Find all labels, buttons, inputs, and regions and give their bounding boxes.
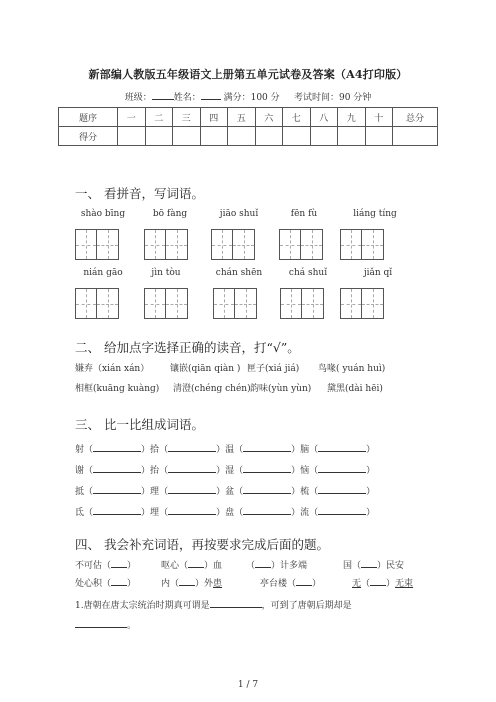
score-cell[interactable]	[228, 127, 256, 146]
dotted-char: 澄	[182, 384, 192, 394]
reading-item: 清澄(chéng chén)	[173, 384, 251, 394]
score-cell[interactable]	[255, 127, 283, 146]
pinyin-label: shào bīng	[80, 209, 126, 219]
tianzige-box[interactable]	[211, 229, 255, 260]
score-header-cell: 九	[338, 108, 366, 127]
section2-title: 二、 给加点字选择正确的读音，打“√”。	[75, 340, 300, 355]
pinyin-label: jìn tòu	[151, 268, 181, 278]
score-header-cell: 四	[200, 108, 228, 127]
answer-blank[interactable]	[93, 505, 141, 515]
score-table	[58, 107, 438, 146]
answer-blank[interactable]	[210, 598, 262, 608]
answer-blank[interactable]	[188, 558, 204, 568]
pinyin-label: chán shēn	[215, 268, 263, 278]
dotted-char: 嫌	[75, 364, 85, 374]
question-1-cont: 。	[75, 618, 136, 631]
score-cell[interactable]	[393, 127, 438, 146]
word-row: 抵（ ）理（ ）盆（ ）梳（ ）	[75, 484, 375, 497]
answer-blank[interactable]	[93, 484, 141, 494]
score-cell[interactable]	[365, 127, 393, 146]
pinyin-label: liáng tíng	[353, 209, 397, 219]
pinyin-label: bō fàng	[152, 209, 188, 219]
answer-blank[interactable]	[93, 442, 141, 452]
dotted-char: 匣	[247, 364, 257, 374]
idiom-item: 国（ ）民安	[343, 558, 404, 571]
answer-blank[interactable]	[179, 576, 195, 586]
tianzige-box[interactable]	[340, 288, 384, 319]
idiom-item: 处心积（ ）	[75, 576, 136, 589]
dotted-char: 喙	[327, 364, 337, 374]
reading-item: 黛黑(dài hēi)	[327, 384, 383, 394]
answer-blank[interactable]	[168, 442, 216, 452]
word-row: 射（ ）拾（ ）温（ ）脑（ ）	[75, 442, 375, 455]
answer-blank[interactable]	[168, 505, 216, 515]
question-1: 1.唐朝在唐太宗统治时期真可谓是 ，可到了唐朝后期却是	[75, 598, 352, 611]
answer-blank[interactable]	[168, 484, 216, 494]
tianzige-box[interactable]	[144, 288, 188, 319]
score-cell[interactable]	[338, 127, 366, 146]
score-cell[interactable]	[283, 127, 311, 146]
score-cell[interactable]	[200, 127, 228, 146]
idiom-item: 呕心（ ）血	[161, 558, 222, 571]
answer-blank[interactable]	[168, 463, 216, 473]
idiom-item: 内（ ）外患	[161, 576, 222, 589]
answer-blank[interactable]	[111, 558, 127, 568]
answer-blank[interactable]	[296, 576, 312, 586]
reading-item: 相框(kuāng kuàng)	[75, 384, 160, 394]
idiom-item: 亭台楼（ ）	[260, 576, 321, 589]
tianzige-box[interactable]	[144, 229, 188, 260]
answer-blank[interactable]	[361, 558, 377, 568]
class-blank	[152, 91, 174, 100]
answer-blank[interactable]	[318, 484, 366, 494]
reading-item: 韵味(yùn yùn)	[250, 384, 312, 394]
section4-title: 四、 我会补充词语，再按要求完成后面的题。	[75, 537, 329, 552]
answer-blank[interactable]	[318, 442, 366, 452]
score-cell[interactable]	[145, 127, 173, 146]
answer-blank[interactable]	[243, 505, 291, 515]
score-cell[interactable]	[173, 127, 201, 146]
page-number: 1 / 7	[237, 680, 259, 690]
idiom-item: 不可估（ ）	[75, 558, 136, 571]
score-header-cell: 六	[255, 108, 283, 127]
answer-blank[interactable]	[243, 484, 291, 494]
score-header-cell: 二	[145, 108, 173, 127]
underlined-word: 无束	[395, 579, 414, 589]
reading-item: 镶嵌(qiān qiàn )	[170, 364, 241, 374]
exam-time: 考试时间：90 分钟	[293, 93, 372, 103]
section1-title: 一、 看拼音，写词语。	[75, 186, 204, 201]
pinyin-label: jiāo shuǐ	[219, 209, 259, 219]
full-score: 满分：100 分	[223, 93, 280, 103]
underlined-char: 无	[352, 579, 362, 589]
score-header-cell: 题序	[59, 108, 118, 127]
score-header-cell: 一	[118, 108, 146, 127]
reading-item: 鸟喙( yuán huì)	[318, 364, 386, 374]
score-row-label: 得分	[59, 127, 118, 146]
tianzige-box[interactable]	[213, 288, 257, 319]
underlined-char: 患	[213, 579, 223, 589]
answer-blank[interactable]	[243, 442, 291, 452]
dotted-char: 框	[84, 384, 94, 394]
dotted-char: 黛	[327, 384, 337, 394]
pinyin-label: chá shuǐ	[288, 268, 328, 278]
score-cell[interactable]	[310, 127, 338, 146]
score-header-cell: 五	[228, 108, 256, 127]
idiom-item: （ ）计多端	[246, 558, 307, 571]
tianzige-box[interactable]	[75, 229, 119, 260]
score-header-cell: 八	[310, 108, 338, 127]
pinyin-label: jiǎn qǐ	[363, 268, 393, 278]
name-label: 姓名：	[173, 93, 201, 103]
idiom-item: 无（ ）无束	[352, 576, 413, 589]
word-row: 谢（ ）抬（ ）湿（ ）恼（ ）	[75, 463, 375, 476]
answer-blank[interactable]	[255, 558, 271, 568]
tianzige-box[interactable]	[340, 229, 384, 260]
info-line	[0, 90, 496, 103]
answer-blank[interactable]	[370, 576, 386, 586]
name-blank	[201, 91, 221, 100]
answer-blank[interactable]	[318, 463, 366, 473]
pinyin-label: nián gāo	[83, 268, 123, 278]
answer-blank[interactable]	[243, 463, 291, 473]
score-header-cell: 三	[173, 108, 201, 127]
answer-blank[interactable]	[93, 463, 141, 473]
reading-item: 匣子(xiá jiá)	[247, 364, 300, 374]
tianzige-box[interactable]	[75, 288, 119, 319]
answer-blank[interactable]	[75, 618, 127, 628]
section3-title: 三、 比一比组成词语。	[75, 417, 204, 432]
score-header-cell: 总分	[393, 108, 438, 127]
page-title: 新部编人教版五年级语文上册第五单元试卷及答案（A4打印版）	[88, 68, 408, 81]
tianzige-box[interactable]	[280, 288, 324, 319]
pinyin-label: fēn fù	[290, 209, 318, 219]
dotted-char: 嵌	[179, 364, 189, 374]
score-header-row	[59, 108, 438, 127]
answer-blank[interactable]	[318, 505, 366, 515]
class-label: 班级：	[124, 93, 152, 103]
score-value-row	[59, 127, 438, 146]
score-cell[interactable]	[118, 127, 146, 146]
answer-blank[interactable]	[111, 576, 127, 586]
score-header-cell: 七	[283, 108, 311, 127]
dotted-char: 韵	[250, 384, 260, 394]
score-header-cell: 十	[365, 108, 393, 127]
reading-item: 嫌弃（xián xán）	[75, 364, 150, 374]
tianzige-box[interactable]	[279, 229, 323, 260]
word-row: 氐（ ）埋（ ）盘（ ）流（ ）	[75, 505, 375, 518]
